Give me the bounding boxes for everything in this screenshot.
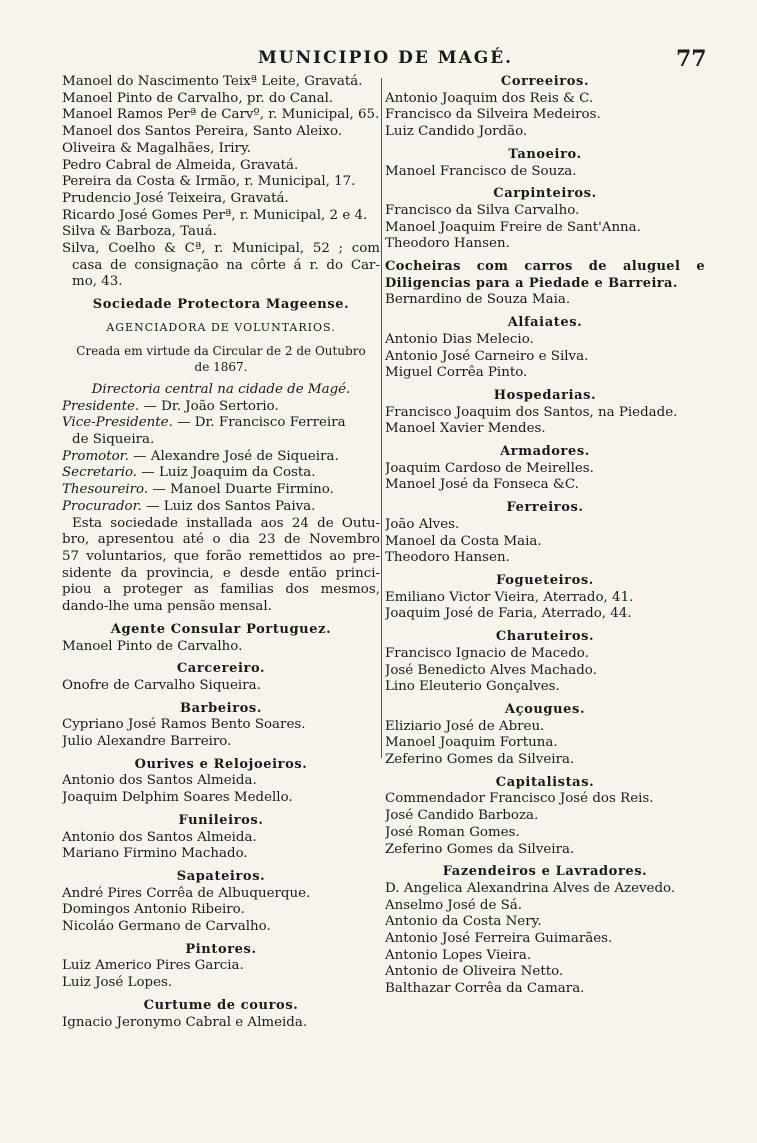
list-item: Joaquim Delphim Soares Medello. [62, 790, 293, 806]
list-item: José Candido Barboza. [385, 808, 539, 824]
column-divider [381, 78, 382, 758]
page-title: MUNICIPIO DE MAGÉ. [258, 48, 514, 68]
directory-section [62, 942, 380, 992]
list-item: Antonio José Carneiro e Silva. [385, 348, 589, 364]
section-heading: Alfaiates. [507, 315, 583, 331]
list-item: Miguel Corrêa Pinto. [385, 365, 528, 381]
list-item: Manoel Joaquim Freire de Sant'Anna. [385, 219, 641, 235]
section-heading: Hospedarias. [493, 387, 597, 403]
right-column [385, 74, 705, 998]
section-heading: Carpinteiros. [493, 186, 597, 202]
page-header [0, 44, 757, 74]
paragraph-line: Esta sociedade installada aos 24 de Outu- [72, 515, 380, 531]
section-heading: Fogueteiros. [496, 572, 594, 588]
directory-section [385, 388, 705, 438]
list-item: Domingos Antonio Ribeiro. [62, 902, 245, 918]
officer-role: Promotor. [62, 448, 129, 464]
officer-name: — Dr. Francisco Ferreira [172, 415, 346, 431]
list-item: D. Angelica Alexandrina Alves de Azevedo. [385, 880, 676, 896]
page-number: 77 [676, 46, 707, 72]
list-item: José Roman Gomes. [385, 824, 520, 840]
list-item: Manoel Pinto de Carvalho. [62, 638, 243, 654]
list-item: Francisco Ignacio de Macedo. [385, 645, 589, 661]
list-item: Luiz José Lopes. [62, 975, 173, 991]
list-item: Manoel Ramos Perª de Carvº, r. Municipal, 65. [62, 107, 380, 123]
list-item: Commendador Francisco José dos Reis. [385, 791, 654, 807]
list-item: Lino Eleuterio Gonçalves. [385, 679, 560, 695]
directory-section [62, 701, 380, 751]
officer-name: — Dr. João Sertorio. [139, 398, 279, 414]
list-item: Pedro Cabral de Almeida, Gravatá. [62, 157, 299, 173]
list-item: Manoel do Nascimento Teixª Leite, Gravatá. [62, 74, 363, 89]
list-item: Manoel Joaquim Fortuna. [385, 735, 558, 751]
officer-row [62, 449, 380, 466]
list-item: Anselmo José de Sá. [385, 897, 523, 913]
paragraph-line: 57 voluntarios, que forão remettidos ao pre- [62, 548, 380, 564]
paragraph-line: piou a proteger as familias dos mesmos, [62, 582, 380, 598]
list-item: Luiz Candido Jordão. [385, 124, 528, 140]
officer-row [62, 415, 380, 432]
officer-row [62, 432, 380, 449]
cocheiras-section [385, 259, 705, 309]
list-item: Bernardino de Souza Maia. [385, 292, 571, 308]
list-item: Luiz Americo Pires Garcia. [62, 958, 244, 974]
list-item: Mariano Firmino Machado. [62, 846, 248, 862]
section-heading: Fazendeiros e Lavradores. [442, 864, 648, 880]
list-item: Silva, Coelho & Cª, r. Municipal, 52 ; com [62, 241, 380, 257]
officer-name: — Manoel Duarte Firmino. [148, 482, 334, 498]
list-item: Zeferino Gomes da Silveira. [385, 752, 575, 768]
section-heading: Ourives e Relojoeiros. [134, 756, 308, 772]
list-item: casa de consignação na côrte á r. do Car- [72, 257, 380, 273]
list-item: José Benedicto Alves Machado. [385, 662, 597, 678]
officer-row [62, 482, 380, 499]
officer-name: de Siqueira. [72, 432, 155, 448]
directory-section [385, 500, 705, 567]
section-heading: Sapateiros. [176, 868, 266, 884]
officer-row [62, 499, 380, 516]
directory-section [385, 775, 705, 859]
section-heading: Capitalistas. [495, 774, 595, 790]
list-item: Julio Alexandre Barreiro. [62, 734, 232, 750]
officer-role: Presidente. [62, 398, 140, 414]
directory-section [385, 864, 705, 998]
list-item: Antonio da Costa Nery. [385, 914, 542, 930]
list-item: Eliziario José de Abreu. [385, 718, 545, 734]
list-item: Nicoláo Germano de Carvalho. [62, 919, 271, 935]
section-heading: Diligencias para a Piedade e Barreira. [385, 275, 678, 291]
list-item: Francisco Joaquim dos Santos, na Piedade. [385, 404, 678, 420]
directory-section [385, 444, 705, 494]
list-item: Joaquim Cardoso de Meirelles. [385, 460, 594, 476]
section-heading: Armadores. [500, 444, 590, 460]
list-item: Manoel dos Santos Pereira, Santo Aleixo. [62, 124, 343, 140]
section-heading: Cocheiras com carros de aluguel e [385, 259, 705, 275]
directory-section [62, 661, 380, 694]
list-item: Antonio Dias Melecio. [385, 331, 534, 347]
officer-name: — Luiz dos Santos Paiva. [141, 498, 316, 514]
officer-role: Procurador. [62, 498, 142, 514]
list-item: Theodoro Hansen. [385, 550, 510, 566]
list-item: Silva & Barboza, Tauá. [62, 224, 217, 240]
list-item: Ignacio Jeronymo Cabral e Almeida. [62, 1014, 308, 1030]
section-heading: Agente Consular Portuguez. [110, 621, 332, 637]
section-heading: Barbeiros. [180, 700, 262, 716]
section-heading: Pintores. [185, 941, 257, 957]
directory-section [385, 573, 705, 623]
directory-section [385, 315, 705, 382]
list-item: Antonio José Ferreira Guimarães. [385, 931, 613, 947]
officer-name: — Alexandre José de Siqueira. [128, 448, 339, 464]
section-heading: Açougues. [504, 701, 586, 717]
officer-role: Secretario. [62, 465, 138, 481]
list-item: André Pires Corrêa de Albuquerque. [62, 885, 311, 901]
list-item: Onofre de Carvalho Siqueira. [62, 677, 261, 693]
officer-name: — Luiz Joaquim da Costa. [137, 465, 316, 481]
list-item: Emiliano Victor Vieira, Aterrado, 41. [385, 589, 634, 605]
directory-section [62, 757, 380, 807]
list-item: Antonio dos Santos Almeida. [62, 773, 257, 789]
list-item: Joaquim José de Faria, Aterrado, 44. [385, 606, 632, 622]
section-heading: Sociedade Protectora Mageense. [92, 297, 350, 313]
sociedade-paragraph [62, 516, 380, 616]
list-item: Manoel da Costa Maia. [385, 533, 542, 549]
list-item: Antonio Joaquim dos Reis & C. [385, 90, 594, 106]
list-item: Manoel José da Fonseca &C. [385, 477, 579, 493]
section-heading: Correeiros. [500, 74, 590, 89]
list-item: Balthazar Corrêa da Camara. [385, 981, 585, 997]
list-item: Antonio dos Santos Almeida. [62, 829, 257, 845]
list-item: Zeferino Gomes da Silveira. [385, 841, 575, 857]
list-item: Francisco da Silva Carvalho. [385, 202, 580, 218]
creation-note: de 1867. [194, 360, 248, 375]
sociedade-section [62, 297, 380, 616]
left-column [62, 74, 380, 1031]
directory-section [62, 813, 380, 863]
directory-section [62, 622, 380, 655]
officer-row [62, 399, 380, 416]
list-item: Manoel Xavier Mendes. [385, 421, 546, 437]
list-item: Ricardo José Gomes Perª, r. Municipal, 2 e 4. [62, 207, 368, 223]
list-item: Manoel Francisco de Souza. [385, 163, 577, 179]
directory-section [385, 147, 705, 180]
directoria-title: Directoria central na cidade de Magé. [91, 381, 351, 397]
list-item: mo, 43. [72, 274, 123, 290]
creation-note: Creada em virtude da Circular de 2 de Outubro [76, 343, 366, 358]
list-item: Oliveira & Magalhães, Iriry. [62, 140, 251, 156]
paragraph-line: bro, apresentou até o dia 23 de Novembro [62, 532, 380, 548]
officer-role: Vice-Presidente. [62, 415, 173, 431]
list-item: Antonio Lopes Vieira. [385, 947, 532, 963]
list-item: Theodoro Hansen. [385, 236, 510, 252]
list-item: João Alves. [385, 516, 460, 532]
section-heading: Funileiros. [178, 812, 264, 828]
list-item: Prudencio José Teixeira, Gravatá. [62, 190, 289, 206]
directory-section [62, 869, 380, 936]
section-heading: Carcereiro. [176, 661, 266, 677]
list-item: Cypriano José Ramos Bento Soares. [62, 717, 306, 733]
paragraph-line: sidente da provincia, e desde então princi- [62, 565, 380, 581]
directory-section [385, 629, 705, 696]
continuation-list [62, 74, 380, 291]
officer-role: Thesoureiro. [62, 482, 149, 498]
directory-section [385, 186, 705, 253]
directory-section [385, 74, 705, 141]
list-item: Antonio de Oliveira Netto. [385, 964, 564, 980]
list-item: Francisco da Silveira Medeiros. [385, 107, 601, 123]
section-heading: Charuteiros. [495, 629, 595, 645]
list-item: Manoel Pinto de Carvalho, pr. do Canal. [62, 90, 334, 106]
officer-row [62, 465, 380, 482]
section-heading: Tanoeiro. [508, 146, 582, 162]
paragraph-line: dando-lhe uma pensão mensal. [62, 599, 272, 615]
section-subtitle: AGENCIADORA DE VOLUNTARIOS. [106, 320, 336, 334]
list-item: Pereira da Costa & Irmão, r. Municipal, 17. [62, 174, 356, 190]
section-heading: Curtume de couros. [143, 997, 299, 1013]
section-heading: Ferreiros. [506, 500, 584, 516]
directory-section [62, 998, 380, 1031]
directory-section [385, 702, 705, 769]
